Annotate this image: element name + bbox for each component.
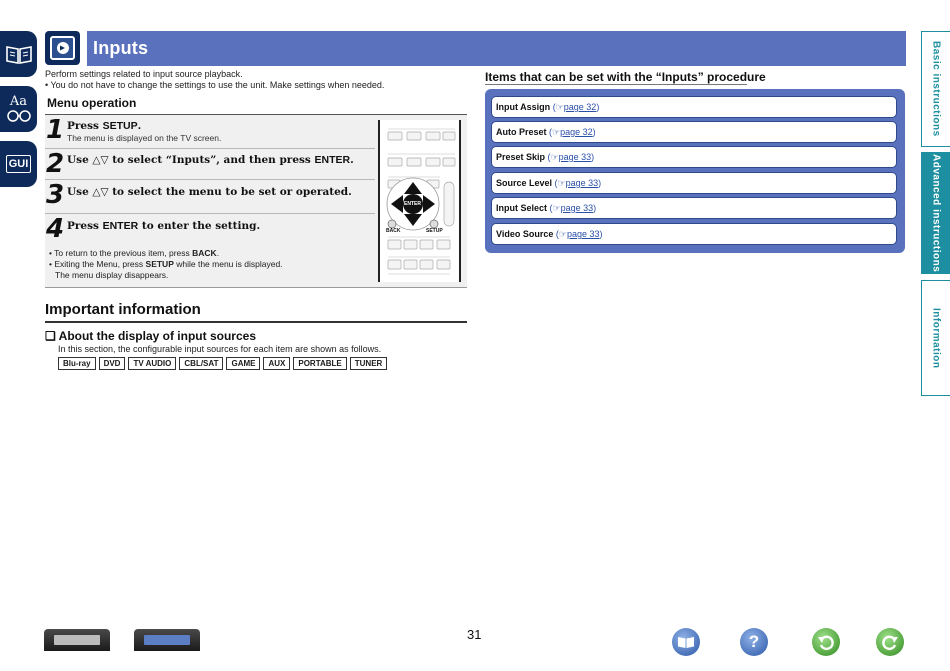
note-1 (49, 248, 283, 259)
step-1-subtext: The menu is displayed on the TV screen. (67, 133, 222, 143)
page-ref-icon: ☞ (558, 229, 567, 239)
item-name: Source Level (496, 178, 553, 188)
step-4-text (67, 220, 260, 232)
book-icon (5, 43, 33, 65)
key-setup: SETUP (102, 120, 138, 132)
step-number: 2 (46, 149, 65, 179)
index-icon (7, 96, 31, 122)
source-chip: DVD (99, 357, 126, 370)
step-number: 3 (46, 180, 65, 210)
menu-notes (49, 248, 283, 281)
forward-button[interactable] (876, 628, 904, 656)
source-chip: CBL/SAT (179, 357, 223, 370)
step-2 (45, 149, 375, 180)
forward-arrow-icon (881, 633, 899, 651)
display-icon (144, 635, 190, 645)
page-link[interactable]: page 32 (560, 127, 593, 137)
tab-information[interactable] (921, 280, 950, 396)
help-button[interactable] (740, 628, 768, 656)
gui-tab[interactable] (0, 141, 37, 187)
item-source-level[interactable]: Source Level (☞page 33) (491, 172, 897, 194)
important-information-heading: Important information (45, 301, 201, 318)
about-input-sources-text: In this section, the configurable input sources for each item are shown as follows. (58, 344, 382, 354)
contents-button[interactable] (672, 628, 700, 656)
tab-basic-label: Basic instructions (930, 41, 942, 137)
page-link[interactable]: page 33 (558, 152, 592, 162)
step-text: Press (67, 120, 103, 132)
intro-text (45, 69, 384, 91)
item-name: Input Select (496, 203, 548, 213)
back-arrow-icon (817, 633, 835, 651)
item-auto-preset[interactable]: Auto Preset (☞page 32) (491, 121, 897, 143)
note-3: The menu display disappears. (55, 270, 169, 280)
page-ref-icon: ☞ (552, 127, 561, 137)
step-1 (45, 115, 375, 149)
page-link[interactable]: page 32 (563, 102, 597, 112)
remote-back-label: BACK (386, 228, 401, 234)
source-chip: TV AUDIO (128, 357, 176, 370)
book-icon (677, 635, 695, 649)
note-text: . (216, 248, 220, 258)
item-preset-skip[interactable]: Preset Skip (☞page 33) (491, 146, 897, 168)
page-number: 31 (467, 627, 482, 642)
note-text: • Exiting the Menu, press (49, 259, 146, 269)
question-icon: ? (748, 632, 760, 651)
step-3-text: Use △▽ to select the menu to be set or operated. (67, 186, 352, 198)
front-panel-button[interactable] (44, 629, 110, 651)
gui-label: GUI (8, 158, 29, 170)
source-chip: GAME (226, 357, 260, 370)
contents-tab[interactable] (0, 31, 37, 77)
input-source-chips (58, 357, 387, 370)
step-text: Press (67, 220, 103, 232)
display-button[interactable] (134, 629, 200, 651)
source-chip: AUX (263, 357, 290, 370)
key-setup: SETUP (145, 259, 174, 269)
step-text: Use △▽ to select “Inputs”, and then press (67, 154, 315, 166)
step-text: to enter the setting. (138, 220, 261, 232)
page-ref-icon: ☞ (557, 178, 566, 188)
menu-operation-heading: Menu operation (47, 96, 137, 110)
about-input-sources-heading: ❏ About the display of input sources (45, 329, 256, 343)
tab-basic-instructions[interactable] (921, 31, 950, 147)
gui-icon (6, 155, 32, 173)
index-tab[interactable] (0, 86, 37, 132)
step-number: 4 (46, 214, 65, 244)
note-text: • To return to the previous item, press (49, 248, 193, 258)
back-button[interactable] (812, 628, 840, 656)
page-title-bar (87, 31, 906, 66)
page-link[interactable]: page 33 (565, 178, 599, 188)
key-back: BACK (192, 248, 217, 258)
tab-advanced-instructions[interactable] (921, 152, 950, 274)
divider (45, 321, 467, 323)
source-chip: Blu-ray (58, 357, 96, 370)
page-ref-icon: ☞ (552, 203, 561, 213)
item-name: Input Assign (496, 102, 551, 112)
divider (485, 84, 747, 85)
item-name: Auto Preset (496, 127, 547, 137)
tab-information-label: Information (930, 307, 942, 369)
step-4 (45, 214, 375, 246)
items-list-box (485, 89, 905, 253)
page-link[interactable]: page 33 (566, 229, 600, 239)
item-input-select[interactable]: Input Select (☞page 33) (491, 197, 897, 219)
step-number: 1 (46, 115, 65, 145)
step-1-text (67, 120, 141, 132)
source-chip: PORTABLE (293, 357, 346, 370)
arrow-right-icon (56, 41, 70, 55)
intro-line-2: • You do not have to change the settings to use the unit. Make settings when needed. (45, 80, 385, 90)
remote-control-illustration (378, 120, 461, 282)
items-heading: Items that can be set with the “Inputs” procedure (485, 70, 766, 84)
page-ref-icon: ☞ (550, 152, 559, 162)
front-panel-icon (54, 635, 100, 645)
step-text: . (137, 120, 142, 132)
note-2 (49, 259, 283, 270)
page-title: Inputs (93, 38, 149, 58)
note-text: while the menu is displayed. (173, 259, 283, 269)
item-video-source[interactable]: Video Source (☞page 33) (491, 223, 897, 245)
remote-setup-label: SETUP (426, 228, 443, 234)
tab-advanced-label: Advanced instructions (930, 153, 942, 273)
intro-line-1: Perform settings related to input source playback. (45, 69, 243, 79)
glasses-icon (7, 108, 31, 122)
key-enter: ENTER (314, 154, 351, 166)
key-enter: ENTER (102, 220, 139, 232)
step-2-text (67, 154, 354, 166)
remote-enter-label: ENTER (404, 201, 421, 207)
item-name: Preset Skip (496, 152, 546, 162)
item-input-assign[interactable]: Input Assign (☞page 32) (491, 96, 897, 118)
page-link[interactable]: page 33 (560, 203, 594, 213)
item-name: Video Source (496, 229, 554, 239)
step-text: . (350, 154, 354, 166)
page-ref-icon: ☞ (555, 102, 564, 112)
source-chip: TUNER (350, 357, 388, 370)
inputs-section-icon (45, 31, 80, 65)
step-3 (45, 180, 375, 214)
index-label: Aa (9, 94, 28, 109)
